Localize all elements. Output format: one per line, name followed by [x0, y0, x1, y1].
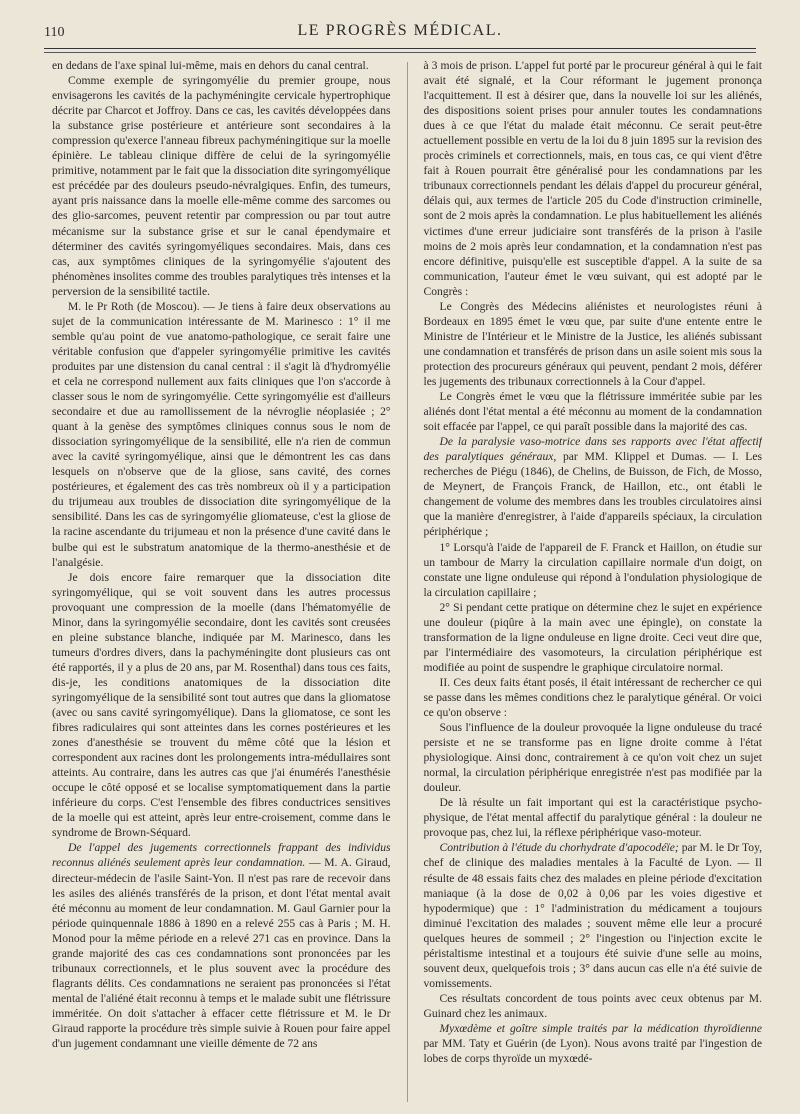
- paragraph: [52, 840, 391, 1051]
- paragraph: [423, 840, 762, 990]
- paragraph: [423, 600, 762, 675]
- paragraph-text: Le Congrès des Médecins aliénistes et neurologistes réuni à Bordeaux en 1895 émet le vœu que, par suite d'une entente entre le Ministre de l'Intérieur et le Ministre de la Justice, les aliénés subissant une condamnation et transférés de prison dans un asile soient mis sous la protection des procureurs généraux qui peuvent, pendant 2 mois, déférer les jugements des tribunaux correctionnels à la Cour d'appel.: [423, 299, 762, 388]
- right-column: [423, 58, 762, 1108]
- paragraph: [423, 434, 762, 539]
- paragraph-text: en dedans de l'axe spinal lui-même, mais en dehors du canal central.: [52, 59, 369, 72]
- page-header: [40, 22, 760, 44]
- paragraph-text: 1° Lorsqu'à l'aide de l'appareil de F. Franck et Haillon, on étudie sur un tambour de Marry la circulation capillaire normale d'un doigt, on constate une ligne onduleuse qui répond à l'ondulation physiologique de la circulation capillaire ;: [423, 540, 762, 599]
- paragraph-lead: M. le Pr Roth (de Moscou).: [68, 299, 200, 313]
- paragraph-text: Le Congrès émet le vœu que la flétrissure imméritée subie par les aliénés dont l'état mental a été méconnu au moment de la condamnation soit effacée par l'appel, ce qui paraît possible dans la majorité des cas.: [423, 390, 762, 434]
- paragraph: [423, 795, 762, 840]
- paragraph-italic-lead: De la paralysie vaso-motrice dans ses rapports avec l'état affectif des paralytiques généraux,: [423, 435, 762, 464]
- paragraph-text: par MM. Klippel et Dumas. — I. Les recherches de Piégu (1846), de Chelins, de Buisson, de Fich, de Mosso, de Meynert, de François Franck, de Haillon, etc., ont établi le changement de volume des membres dans les troubles circulatoires ainsi que la manière d'enregistrer, à l'aide d'appareils spéciaux, la circulation périphérique ;: [423, 450, 762, 539]
- journal-title: LE PROGRÈS MÉDICAL.: [297, 22, 503, 39]
- paragraph-text: à 3 mois de prison. L'appel fut porté par le procureur général à qui le fait avait été signalé, et la Cour réformant le jugement prononça l'acquittement. Il est à désirer que, dans la nouvelle loi sur les aliénés, des dispositions soient prises pour annuler toutes les condamnations dues à ce que l'état du malade était méconnu. Ce serait peut-être actuellement possible en vertu de la loi du 8 juin 1895 sur la revision des procès criminels et correctionnels, mais, en tous cas, ce qui vient d'être fait à Rouen pourrait être généralisé pour les condamnations par les tribunaux correctionnels pendant les délais d'appel du procureur général, délais qui, aux termes de l'article 205 du Code d'instruction criminelle, sont de 2 mois après la condamnation. Le plus habituellement les aliénés victimes d'une erreur judiciaire sont transférés de la prison à l'asile moins de 2 mois après leur condamnation, et la condamnation n'est pas encore définitive, puisqu'elle est susceptible d'appel. A la suite de sa communication, l'auteur émet le vœu suivant, qui est adopté par le Congrès :: [423, 59, 762, 298]
- column-divider: [407, 62, 408, 1102]
- paragraph-italic-lead: De l'appel des jugements correctionnels frappant des individus reconnus aliénés seulement après leur condamnation.: [52, 841, 391, 870]
- paragraph: [423, 1021, 762, 1066]
- paragraph-italic-lead: Contribution à l'étude du chorhydrate d'apocodéïe;: [439, 841, 679, 855]
- paragraph: [423, 540, 762, 600]
- paragraph: [423, 299, 762, 389]
- paragraph: [423, 675, 762, 720]
- paragraph-text: par MM. Taty et Guérin (de Lyon). Nous avons traité par l'ingestion de lobes de corps thyroïde un myxœdé-: [423, 1037, 762, 1066]
- paragraph-text: II. Ces deux faits étant posés, il était intéressant de rechercher ce qui se passe dans les mêmes conditions chez le paralytique général. Or voici ce qu'on observe :: [423, 675, 762, 720]
- paragraph-text: — M. A. Giraud, directeur-médecin de l'asile Saint-Yon. Il n'est pas rare de recevoir dans les asiles des aliénés transférés de la prison, et dont l'état mental avait été méconnu au moment de leur condamnation. M. Gaul Garnier pour la période quinquennale 1886 à 1890 en a relevé 255 cas à Paris ; M. H. Monod pour la même période en a relevé 271 cas en province. Dans la grande majorité des cas ces condamnations sont prononcées par les tribunaux correctionnels, et le plus souvent avec la procédure des flagrants délits. Ces condamnations ne seraient pas prononcées si l'état mental de l'aliéné était reconnu à temps et le malade subit une flétrissure imméritée. On doit s'attacher à effacer cette flétrissure et M. le Dr Giraud rapporte la procédure très simple suivie à Rouen pour faire appel d'un jugement condamnant une vieille démente de 72 ans: [52, 856, 391, 1051]
- paragraph: [52, 58, 391, 73]
- paragraph-text: Ces résultats concordent de tous points avec ceux obtenus par M. Guinard chez les animaux.: [423, 991, 762, 1020]
- text-columns: [52, 58, 762, 1108]
- paragraph-text: Je dois encore faire remarquer que la dissociation dite syringomyélique, qui se voit souvent dans les autres processus provoquant une compression de la moelle (dans l'hématomyélie de Minor, dans la syringomyélie secondaire, dont les cavités sont creusées en pleine substance blanche, indiquée par M. Marinesco, dans les tumeurs d'ordres divers, dans la pachyméningite dont plusieurs cas ont été rapportés, il y a plus de 20 ans, par M. Rosenthal) dans tous ces faits, dis-je, les conditions anatomiques de la dissociation dite syringomyélique de la sensibilité sont tout autres que dans la gliomatose (avec ou sans cavité syringomyélique). Dans la gliomatose, ce sont les fibres radiculaires qui sont atteintes dans les cornes postérieures et les zones d'anesthésie se trouvent du même côté que la lésion et correspondent aux racines dont les prolongements intra-médullaires sont atteints. Au contraire, dans les autres cas que j'ai énumérés l'anesthésie occupe le côté opposé et se localise symptomatiquement dans la partie inférieure du corps. C'est l'ensemble des fibres conductrices sensitives de la moelle qui est atteint, après leur entre-croisement, comme dans le syndrome de Brown-Séquard.: [52, 570, 391, 840]
- paragraph-text: par M. le Dr Toy, chef de clinique des maladies mentales à la Faculté de Lyon. — Il résulte de 48 essais faits chez des malades en pleine période d'excitation maniaque (à la dose de 0,02 à 0,06 par les voies digestive et hypodermique) que : 1° l'administration du médicament a toujours diminué l'excitation des malades ; souvent même elle leur a procuré quelques heures de sommeil ; 2° l'ingestion ou l'injection excite le péristaltisme intestinal et a toujours été suivie d'une selle au moins, souvent deux, quelquefois trois ; 3° dans aucun cas elle n'a été suivie de vomissements.: [423, 841, 762, 990]
- paragraph-italic-lead: Myxœdème et goître simple traités par la médication thyroïdienne: [439, 1022, 762, 1035]
- paragraph-text: — Je tiens à faire deux observations au sujet de la communication intéressante de M. Marinesco : 1° il me semble qu'au point de vue anatomo-pathologique, ce serait faire une véritable confusion que d'appeler syringomyélie primitive les cavités produites par une distension du canal central : il s'agit là d'hydromyélie et cela ne correspond nullement aux faits cliniques que l'on s'accorde à classer sous le nom de syringomyélie. Cette syringomyélie est d'ailleurs secondaire et due au ramollissement de la névroglie néoplasiée ; 2° quant à la genèse des symptômes cliniques connus sous le nom de dissociation syringomyélique de la sensibilité, elle n'a rien de commun avec la cavité syringomyélique, ainsi que le démontrent les cas dans lesquels on n'observe que de la gliose, sans cavité, des cornes postérieures, et également des cas très nombreux où il y a participation du trijumeau aux troubles de dissociation dite syringomyélique de la sensibilité. Dans les cas de syringomyélie gliomateuse, c'est la gliose de la racine ascendante du trijumeau et non la présence d'une cavité dans le bulbe qui est le substratum anatomique de la thermo-anesthésie et de l'analgésie.: [52, 299, 391, 569]
- paragraph-text: 2° Si pendant cette pratique on détermine chez le sujet en expérience une douleur (piqûre à la main avec une épingle), on constate la transformation de la ligne onduleuse en ligne droite. Ceci veut dire que, par l'intermédiaire des vasomoteurs, la circulation périphérique est modifiée au point de suspendre le graphique circulatoire normal.: [423, 600, 762, 674]
- header-rule: [44, 48, 756, 53]
- paragraph-text: De là résulte un fait important qui est la caractéristique psycho-physique, de l'état mental affectif du paralytique général : la douleur ne provoque pas, chez lui, la réflexe périphérique vaso-moteur.: [423, 796, 762, 840]
- paragraph: [423, 58, 762, 299]
- paragraph-text: Comme exemple de syringomyélie du premier groupe, nous envisagerons les cavités de la pachyméningite cervicale hypertrophique décrite par Charcot et Joffroy. Dans ce cas, les cavités développées dans la substance grise postérieure et antérieure sont secondaires à la compression qu'exerce l'anneau fibreux pachyméningitique sur la moelle épinière. Le tableau clinique diffère de celui de la syringomyélie primitive, notamment par le fait que la dissociation dite syringomyélique est précédée par des douleurs pseudo-névralgiques. Enfin, des tumeurs, ayant pris naissance dans la moelle elle-même comme des sarcomes ou des glio-sarcomes, peuvent retentir par compression ou par tout autre mécanisme sur la substance grise et sur le canal épendymaire et déterminer des cavités syringomyéliques secondaires. Mais, dans ces cas, aux symptômes cliniques de la syringomyélie s'ajoutent des phénomènes insolites comme des troubles paralytiques très intenses et la perversion de la sensibilité tactile.: [52, 74, 391, 298]
- paragraph: [52, 73, 391, 299]
- paragraph: [423, 389, 762, 434]
- paragraph: [423, 991, 762, 1021]
- left-column: [52, 58, 391, 1108]
- paragraph: [423, 720, 762, 795]
- paragraph: [52, 299, 391, 570]
- paragraph: [52, 570, 391, 841]
- paragraph-text: Sous l'influence de la douleur provoquée la ligne onduleuse du tracé persiste et ne se transforme pas en ligne droite comme à l'état physiologique. Ainsi donc, contrairement à ce qu'on voit chez un sujet normal, la circulation périphérique enregistrée n'est pas modifiée par la douleur.: [423, 721, 762, 795]
- page-number: 110: [44, 25, 65, 40]
